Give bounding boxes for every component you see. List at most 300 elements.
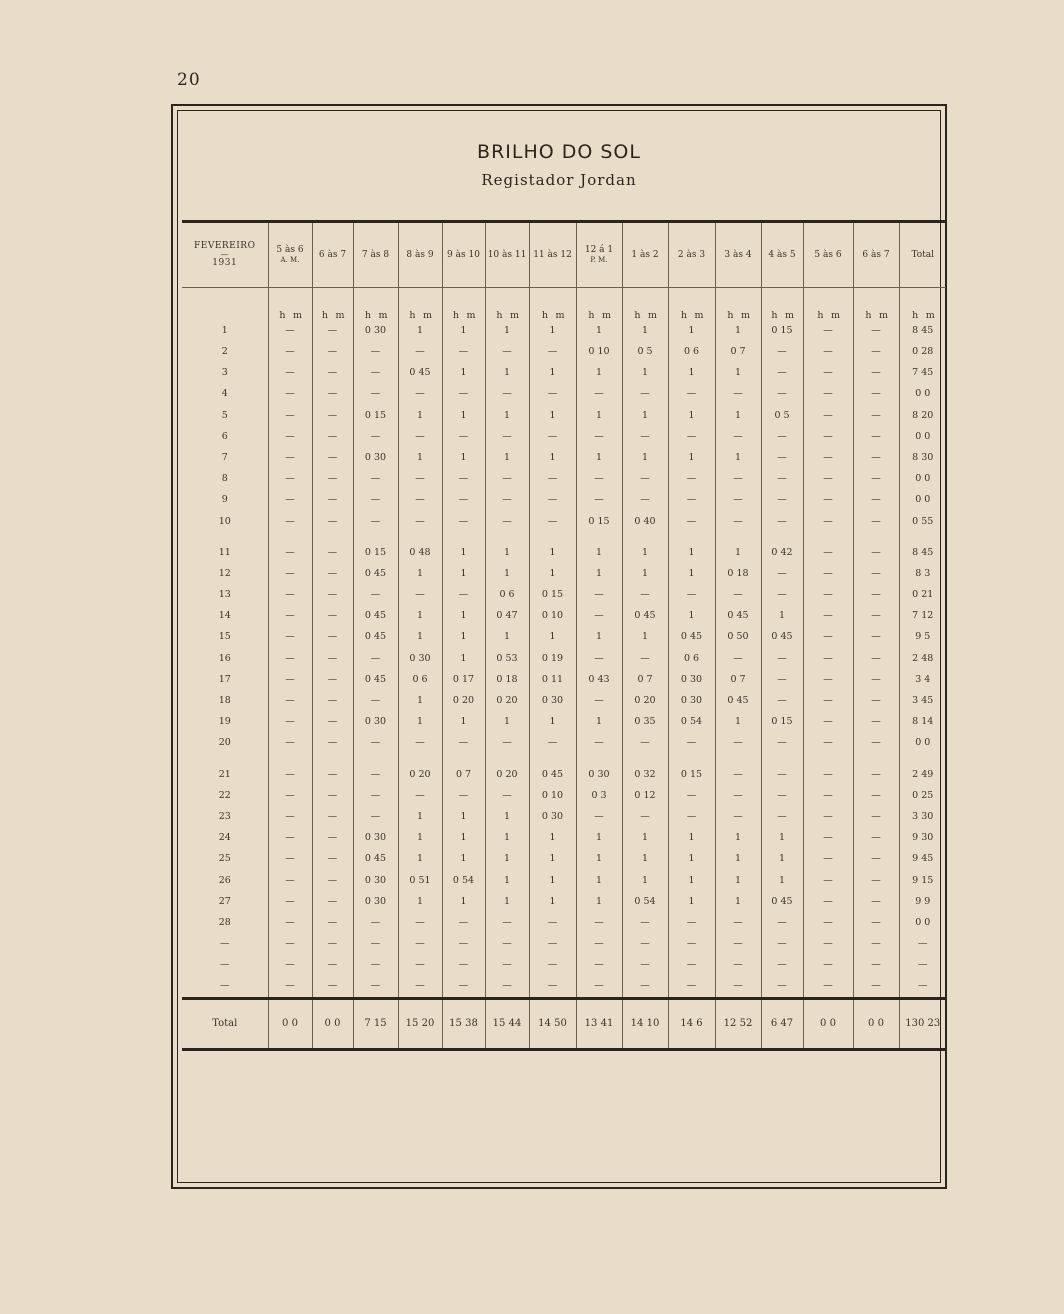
table-cell — [668, 806, 715, 827]
table-cell-value: 1 — [549, 367, 556, 379]
table-cell-value: — — [327, 388, 338, 400]
table-cell — [353, 320, 398, 341]
day-label: 14 — [218, 610, 231, 622]
table-row — [182, 384, 946, 405]
table-cell — [761, 827, 803, 848]
table-cell-value: — — [871, 916, 881, 928]
table-cell-value: 0 15 — [771, 324, 793, 336]
table-cell — [803, 912, 853, 933]
table-cell — [803, 584, 853, 605]
table-cell-value: 0 6 — [412, 673, 428, 685]
table-cell — [899, 806, 946, 827]
column-header — [268, 222, 312, 288]
table-cell — [715, 584, 761, 605]
table-cell — [761, 584, 803, 605]
table-cell-value: — — [640, 652, 650, 664]
table-cell — [442, 362, 485, 383]
table-cell-value: — — [370, 768, 381, 780]
table-cell — [398, 785, 442, 806]
table-cell-value: — — [370, 589, 381, 601]
table-cell — [853, 827, 899, 848]
table-cell — [622, 806, 668, 827]
total-cell — [803, 998, 853, 1049]
total-cell-value: 12 52 — [723, 1017, 753, 1029]
table-cell — [576, 563, 622, 584]
table-cell-value: 0 53 — [496, 652, 518, 664]
table-cell — [576, 447, 622, 468]
table-cell — [715, 891, 761, 912]
table-cell — [529, 605, 576, 626]
table-cell-value: 0 15 — [680, 768, 703, 780]
table-cell-value: — — [502, 388, 512, 400]
table-cell-value: 1 — [549, 716, 556, 728]
day-label: 10 — [218, 515, 231, 527]
table-cell — [353, 690, 398, 711]
table-cell — [529, 320, 576, 341]
table-cell — [312, 605, 353, 626]
table-cell — [576, 827, 622, 848]
table-cell — [853, 669, 899, 690]
table-cell — [442, 785, 485, 806]
table-cell-value: — — [823, 430, 833, 442]
table-cell-value: — — [686, 938, 697, 950]
table-cell — [312, 341, 353, 362]
table-cell — [622, 785, 668, 806]
table-cell-value: 0 45 — [364, 567, 387, 579]
table-cell-value: — — [777, 451, 787, 463]
total-cell — [268, 998, 312, 1049]
table-cell — [899, 669, 946, 690]
table-cell — [312, 584, 353, 605]
table-cell-value: — — [823, 695, 833, 707]
table-cell — [622, 976, 668, 999]
table-cell — [485, 933, 529, 954]
table-cell-value: — — [871, 631, 881, 643]
table-cell — [576, 806, 622, 827]
table-cell-value: — — [415, 515, 425, 527]
day-label: 28 — [218, 916, 231, 928]
table-cell — [398, 849, 442, 870]
table-cell-value: 1 — [734, 324, 742, 336]
table-cell — [899, 849, 946, 870]
table-cell — [622, 954, 668, 975]
day-label: 1 — [221, 324, 228, 336]
units-cell — [485, 288, 529, 321]
table-cell-value: — — [370, 980, 381, 992]
table-cell — [899, 605, 946, 626]
total-cell — [899, 998, 946, 1049]
table-cell — [803, 954, 853, 975]
table-cell-value: — — [458, 515, 469, 527]
table-cell — [268, 584, 312, 605]
table-cell — [442, 605, 485, 626]
table-cell-value: — — [547, 430, 558, 442]
table-cell — [398, 933, 442, 954]
table-cell — [268, 849, 312, 870]
table-cell-value: 1 — [778, 853, 786, 865]
unit-hours: h — [279, 309, 286, 320]
table-cell-value: — — [594, 589, 604, 601]
table-cell — [529, 849, 576, 870]
table-cell — [761, 806, 803, 827]
table-cell-value: 0 7 — [455, 768, 472, 780]
table-cell-value: 1 — [460, 832, 467, 844]
table-cell-value: — — [415, 737, 425, 749]
table-cell — [853, 362, 899, 383]
table-cell-value: 1 — [503, 874, 511, 886]
table-cell — [622, 827, 668, 848]
table-row — [182, 426, 946, 447]
table-cell-value: — — [458, 388, 469, 400]
table-cell — [668, 976, 715, 999]
table-cell-value: 1 — [641, 451, 649, 463]
day-label: 15 — [218, 631, 231, 643]
table-cell — [485, 849, 529, 870]
table-cell-value: — — [327, 346, 338, 358]
table-cell-value: — — [871, 430, 881, 442]
table-cell — [353, 954, 398, 975]
table-cell — [312, 669, 353, 690]
table-row — [182, 733, 946, 754]
table-cell — [622, 447, 668, 468]
unit-hours: h — [912, 309, 919, 320]
table-cell — [485, 532, 529, 563]
table-cell-value: — — [871, 515, 881, 527]
table-cell — [668, 532, 715, 563]
table-cell-value: — — [458, 346, 469, 358]
table-cell-value: 1 — [503, 832, 511, 844]
table-cell-value: — — [823, 959, 833, 971]
table-cell-value: — — [918, 938, 928, 950]
table-cell-value: — — [777, 367, 787, 379]
table-cell — [442, 827, 485, 848]
table-cell — [899, 426, 946, 447]
table-cell — [622, 584, 668, 605]
unit-minutes: m — [509, 309, 519, 320]
table-cell-value: — — [823, 652, 833, 664]
table-cell-value: 1 — [734, 546, 742, 558]
total-cell-value: 15 44 — [492, 1017, 522, 1029]
table-cell-value: 1 — [641, 853, 649, 865]
table-cell — [268, 447, 312, 468]
units-cell — [761, 288, 803, 321]
table-cell — [529, 648, 576, 669]
table-cell-value: — — [871, 789, 881, 801]
table-cell — [576, 468, 622, 489]
table-cell — [668, 426, 715, 447]
table-cell — [398, 405, 442, 426]
table-cell-value: — — [547, 515, 558, 527]
table-cell — [442, 976, 485, 999]
table-cell-value: — — [640, 810, 650, 822]
table-row — [182, 648, 946, 669]
table-cell-value: 0 11 — [541, 673, 564, 685]
table-cell-value: — — [285, 409, 295, 421]
table-cell — [761, 870, 803, 891]
table-cell-value: — — [285, 737, 295, 749]
table-cell-value: — — [823, 567, 833, 579]
table-cell — [442, 648, 485, 669]
total-cell-value: 14 50 — [538, 1017, 567, 1029]
table-cell — [485, 384, 529, 405]
table-cell — [442, 912, 485, 933]
table-cell — [353, 490, 398, 511]
table-cell-value: — — [823, 451, 833, 463]
table-cell — [268, 320, 312, 341]
table-cell — [268, 648, 312, 669]
table-cell-value: 3 45 — [912, 695, 934, 707]
table-cell-value: — — [823, 895, 833, 907]
table-cell — [529, 891, 576, 912]
table-cell-value: — — [547, 473, 558, 485]
table-cell — [312, 870, 353, 891]
table-cell — [576, 426, 622, 447]
table-cell-value: — — [777, 388, 787, 400]
table-cell — [576, 405, 622, 426]
table-cell-value: 0 30 — [364, 874, 387, 886]
table-cell — [853, 690, 899, 711]
table-cell-value: 8 3 — [915, 567, 931, 579]
table-cell — [668, 490, 715, 511]
day-label: 26 — [218, 874, 231, 886]
table-cell — [899, 320, 946, 341]
table-cell — [761, 532, 803, 563]
table-cell — [715, 468, 761, 489]
table-cell — [622, 849, 668, 870]
table-cell-value: — — [327, 494, 338, 506]
total-cell — [398, 998, 442, 1049]
table-cell-value: — — [640, 494, 650, 506]
table-cell — [803, 669, 853, 690]
unit-minutes: m — [925, 309, 935, 320]
table-cell — [529, 806, 576, 827]
table-cell — [803, 426, 853, 447]
table-cell — [803, 532, 853, 563]
table-cell-value: — — [327, 832, 338, 844]
table-cell-value: — — [823, 388, 833, 400]
table-cell-value: — — [285, 367, 295, 379]
table-cell — [668, 341, 715, 362]
table-cell-value: 1 — [688, 895, 695, 907]
table-cell-value: — — [823, 874, 833, 886]
table-cell — [353, 532, 398, 563]
table-cell — [485, 669, 529, 690]
table-cell — [576, 933, 622, 954]
table-cell — [668, 511, 715, 532]
table-cell-value: 9 5 — [915, 631, 931, 643]
table-cell — [668, 669, 715, 690]
column-header — [442, 222, 485, 288]
table-cell — [529, 933, 576, 954]
month-dash: — — [220, 250, 229, 259]
table-cell-value: 0 35 — [634, 716, 656, 728]
table-cell-value: 1 — [503, 631, 511, 643]
table-row — [182, 912, 946, 933]
table-cell — [576, 733, 622, 754]
table-cell-value: — — [777, 494, 787, 506]
table-cell-value: 1 — [688, 567, 695, 579]
units-cell — [398, 288, 442, 321]
table-cell-value: 1 — [416, 324, 424, 336]
table-cell-value: 3 4 — [915, 673, 931, 685]
table-cell-value: 0 45 — [541, 768, 564, 780]
table-cell — [312, 511, 353, 532]
table-cell-value: — — [370, 494, 381, 506]
table-cell-value: — — [285, 451, 295, 463]
table-cell-value: 1 — [595, 367, 603, 379]
column-header-label: 12 á 1 — [584, 245, 614, 255]
table-cell-value: — — [871, 409, 881, 421]
table-row — [182, 827, 946, 848]
table-cell — [576, 320, 622, 341]
table-cell — [853, 806, 899, 827]
unit-minutes: m — [292, 309, 302, 320]
table-cell — [485, 447, 529, 468]
day-label: 6 — [221, 430, 228, 442]
table-cell-value: — — [285, 916, 295, 928]
table-cell — [668, 711, 715, 732]
table-cell-value: — — [458, 737, 469, 749]
table-cell — [442, 754, 485, 785]
table-cell — [312, 733, 353, 754]
table-cell-value: — — [686, 388, 697, 400]
table-cell — [576, 954, 622, 975]
table-cell-value: — — [871, 874, 881, 886]
page-title: BRILHO DO SOL — [477, 141, 641, 163]
table-cell — [398, 362, 442, 383]
table-cell-value: 3 30 — [912, 810, 934, 822]
table-cell — [312, 827, 353, 848]
table-cell — [853, 648, 899, 669]
column-header-label: 1 às 2 — [631, 249, 659, 260]
table-cell-value: — — [458, 916, 469, 928]
total-cell-value: 6 47 — [770, 1017, 794, 1029]
table-cell — [622, 490, 668, 511]
table-cell — [529, 912, 576, 933]
table-cell — [899, 384, 946, 405]
table-cell-value: — — [285, 938, 295, 950]
total-cell — [622, 998, 668, 1049]
table-cell — [715, 806, 761, 827]
table-cell-value: — — [285, 610, 295, 622]
table-cell — [899, 532, 946, 563]
table-cell-value: 0 20 — [496, 695, 518, 707]
table-cell-value: — — [871, 737, 881, 749]
table-cell — [268, 627, 312, 648]
table-cell-value: 1 — [460, 367, 467, 379]
table-cell — [622, 320, 668, 341]
table-cell-value: 1 — [641, 832, 649, 844]
table-cell — [668, 849, 715, 870]
table-cell-value: — — [871, 388, 881, 400]
unit-hours: h — [364, 309, 372, 320]
table-row — [182, 320, 946, 341]
table-cell-value: 1 — [595, 832, 603, 844]
table-cell-value: — — [415, 473, 425, 485]
table-cell — [529, 405, 576, 426]
table-cell — [803, 785, 853, 806]
table-cell-value: — — [327, 716, 338, 728]
table-cell — [622, 362, 668, 383]
table-cell-value: 1 — [734, 832, 742, 844]
table-cell-value: 0 10 — [541, 610, 564, 622]
table-cell-value: 1 — [595, 451, 603, 463]
table-row — [182, 490, 946, 511]
unit-minutes: m — [422, 309, 432, 320]
table-cell — [442, 341, 485, 362]
table-cell-value: 1 — [549, 451, 556, 463]
table-cell-value: 8 45 — [912, 546, 934, 558]
unit-hours: h — [496, 309, 503, 320]
table-cell — [761, 669, 803, 690]
table-cell — [398, 468, 442, 489]
table-cell-value: — — [502, 494, 512, 506]
table-cell-value: 0 20 — [496, 768, 518, 780]
table-cell-value: — — [502, 473, 512, 485]
table-cell — [715, 785, 761, 806]
table-cell-value: — — [594, 430, 604, 442]
table-cell — [353, 870, 398, 891]
table-cell — [312, 891, 353, 912]
units-cell — [353, 288, 398, 321]
table-cell-value: — — [327, 610, 338, 622]
table-row — [182, 362, 946, 383]
table-cell — [442, 511, 485, 532]
table-cell — [803, 690, 853, 711]
table-cell — [761, 511, 803, 532]
table-cell-value: — — [415, 346, 425, 358]
units-cell — [899, 288, 946, 321]
table-cell — [668, 870, 715, 891]
table-row — [182, 891, 946, 912]
table-cell — [899, 447, 946, 468]
table-cell — [442, 733, 485, 754]
column-header-label: 6 às 7 — [318, 249, 347, 260]
table-cell-value: — — [285, 589, 295, 601]
table-cell-value: — — [458, 789, 469, 801]
table-cell-value: 1 — [460, 810, 467, 822]
table-cell-value: — — [733, 652, 743, 664]
table-cell-value: — — [285, 895, 295, 907]
table-cell — [761, 405, 803, 426]
table-cell — [398, 532, 442, 563]
table-cell — [529, 785, 576, 806]
total-row — [182, 998, 946, 1049]
table-cell-value: — — [733, 737, 743, 749]
table-cell-value: — — [547, 916, 558, 928]
table-cell — [576, 511, 622, 532]
table-cell-value: — — [327, 895, 338, 907]
day-label: 19 — [218, 716, 231, 728]
day-label: 2 — [221, 346, 228, 358]
table-cell-value: 8 30 — [912, 451, 934, 463]
table-cell — [803, 711, 853, 732]
table-cell — [622, 933, 668, 954]
table-cell-value: — — [871, 938, 881, 950]
table-cell — [899, 954, 946, 975]
table-cell — [353, 468, 398, 489]
table-cell — [622, 341, 668, 362]
column-header — [761, 222, 803, 288]
total-cell-value: 0 0 — [282, 1017, 298, 1029]
table-row — [182, 627, 946, 648]
column-header-label: 2 às 3 — [677, 249, 706, 260]
table-cell-value: — — [547, 980, 558, 992]
table-cell-value: — — [871, 546, 881, 558]
table-cell — [803, 976, 853, 999]
month-header — [182, 222, 268, 288]
table-cell-value: — — [458, 938, 469, 950]
